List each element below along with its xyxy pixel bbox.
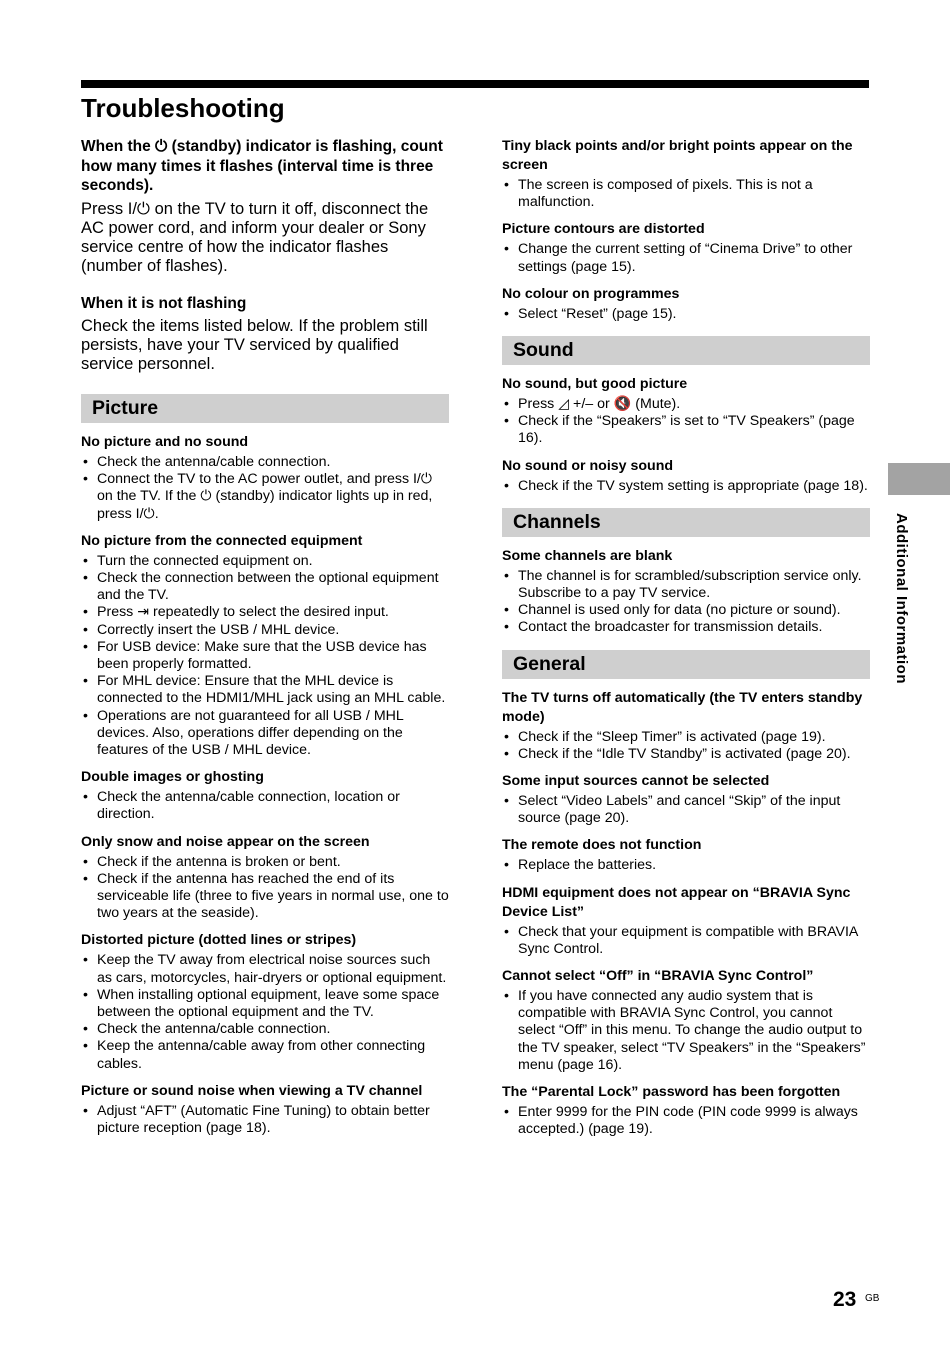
solution-item: • Channel is used only for data (no picture or sound).: [502, 602, 870, 619]
issue-heading: HDMI equipment does not appear on “BRAVIA Sync Device List”: [502, 884, 851, 920]
solution-item: • Adjust “AFT” (Automatic Fine Tuning) to obtain better picture reception (page 18).: [81, 1103, 449, 1137]
solution-item: • Operations are not guaranteed for all USB / MHL devices. Also, operations differ depending on the features of the USB / MHL device.: [81, 708, 449, 760]
solution-item: • The channel is for scrambled/subscription service only. Subscribe to a pay TV service.: [502, 568, 870, 602]
section-picture-title: Picture: [81, 394, 449, 423]
section-picture-continued: [502, 137, 870, 323]
solution-list: [502, 478, 870, 495]
not-flashing-text: Check the items listed below. If the problem still persists, have your TV serviced by qualified service personnel.: [81, 317, 428, 373]
solution-list: [502, 568, 870, 637]
issue-heading: Only snow and noise appear on the screen: [81, 833, 370, 850]
solution-item: • Check if the antenna has reached the end of its serviceable life (three to five years in normal use, one to two years at the seaside).: [81, 871, 449, 923]
solution-item: • Press ◿ +/– or 🔇 (Mute).: [502, 396, 870, 413]
issue-heading: Picture or sound noise when viewing a TV channel: [81, 1082, 423, 1099]
page-number: 23: [833, 1288, 857, 1311]
section-channels-body: [502, 547, 870, 637]
solution-list: [502, 177, 870, 211]
issue-heading: No colour on programmes: [502, 285, 680, 302]
solution-item: • Keep the antenna/cable away from other connecting cables.: [81, 1038, 449, 1072]
solution-list: [502, 729, 870, 763]
section-sound-title: Sound: [502, 336, 870, 365]
solution-list: [502, 988, 870, 1074]
side-tab-marker: [888, 463, 950, 495]
solution-list: [502, 241, 870, 275]
solution-list: [81, 454, 449, 523]
flashing-text: Press I/⏻ on the TV to turn it off, disconnect the AC power cord, and inform your dealer or Sony service centre of how the indicator flashes (number of flashes).: [81, 199, 429, 275]
issue-heading: Tiny black points and/or bright points appear on the screen: [502, 138, 853, 173]
solution-item: • The screen is composed of pixels. This is not a malfunction.: [502, 177, 870, 211]
issue-heading: No sound, but good picture: [502, 376, 688, 393]
solution-item: • For USB device: Make sure that the USB device has been properly formatted.: [81, 639, 449, 673]
solution-list: [81, 1103, 449, 1137]
not-flashing-heading: When it is not flashing: [81, 294, 247, 312]
solution-item: • Change the current setting of “Cinema Drive” to other settings (page 15).: [502, 241, 870, 275]
issue-heading: The remote does not function: [502, 837, 702, 854]
solution-item: • Contact the broadcaster for transmission details.: [502, 619, 870, 636]
issue-heading: No sound or noisy sound: [502, 457, 674, 474]
section-general-title: General: [502, 650, 870, 679]
solution-item: • Select “Video Labels” and cancel “Skip” of the input source (page 20).: [502, 793, 870, 827]
page-title: Troubleshooting: [81, 93, 285, 123]
solution-item: • Check if the TV system setting is appropriate (page 18).: [502, 478, 870, 495]
page-region-code: GB: [865, 1293, 880, 1304]
side-section-label: Additional Information: [893, 513, 910, 684]
solution-item: • When installing optional equipment, leave some space between the optional equipment and the TV.: [81, 987, 449, 1021]
section-picture-body: [81, 433, 449, 1137]
issue-heading: The “Parental Lock” password has been forgotten: [502, 1084, 841, 1101]
right-column: [502, 137, 870, 1147]
solution-list: [502, 793, 870, 827]
solution-list: [81, 952, 449, 1072]
solution-item: • Check if the antenna is broken or bent.: [81, 854, 449, 871]
section-general-body: [502, 689, 870, 1139]
issue-heading: The TV turns off automatically (the TV enters standby mode): [502, 689, 863, 725]
solution-item: • Check that your equipment is compatible with BRAVIA Sync Control.: [502, 924, 870, 958]
issue-heading: No picture from the connected equipment: [81, 532, 363, 549]
issue-heading: Some input sources cannot be selected: [502, 773, 770, 790]
solution-item: • Check if the “Sleep Timer” is activated (page 19).: [502, 729, 870, 746]
solution-item: • Select “Reset” (page 15).: [502, 306, 870, 323]
solution-list: [502, 396, 870, 448]
solution-item: • For MHL device: Ensure that the MHL device is connected to the HDMI1/MHL jack using an MHL cable.: [81, 673, 449, 707]
solution-item: • Keep the TV away from electrical noise sources such as cars, motorcycles, hair-dryers or optional equipment.: [81, 952, 449, 986]
solution-list: [81, 854, 449, 923]
solution-item: • Correctly insert the USB / MHL device.: [81, 622, 449, 639]
solution-item: • Check the connection between the optional equipment and the TV.: [81, 570, 449, 604]
solution-list: [502, 1104, 870, 1138]
top-rule: [81, 80, 869, 88]
solution-item: • Enter 9999 for the PIN code (PIN code 9999 is always accepted.) (page 19).: [502, 1104, 870, 1138]
issue-heading: Cannot select “Off” in “BRAVIA Sync Control”: [502, 968, 814, 985]
solution-list: [502, 306, 870, 323]
issue-heading: Picture contours are distorted: [502, 221, 705, 238]
solution-list: [502, 924, 870, 958]
solution-item: • Check if the “Idle TV Standby” is activated (page 20).: [502, 746, 870, 763]
issue-heading: Distorted picture (dotted lines or stripes): [81, 932, 357, 949]
flashing-heading: When the ⏻ (standby) indicator is flashing, count how many times it flashes (interval time is three seconds).: [81, 138, 443, 194]
issue-heading: No picture and no sound: [81, 434, 249, 450]
solution-list: [81, 553, 449, 759]
solution-list: [81, 789, 449, 823]
issue-heading: Some channels are blank: [502, 547, 673, 564]
solution-list: [502, 857, 870, 874]
solution-item: • Turn the connected equipment on.: [81, 553, 449, 570]
solution-item: • Press ⇥ repeatedly to select the desired input.: [81, 604, 449, 621]
solution-item: • Check the antenna/cable connection.: [81, 454, 449, 471]
solution-item: • If you have connected any audio system that is compatible with BRAVIA Sync Control, you cannot select “Off” in this menu. To change the audio output to the TV speaker, select “TV Speakers” in the “Speakers” menu (page 16).: [502, 988, 870, 1074]
solution-item: • Check the antenna/cable connection.: [81, 1021, 449, 1038]
solution-item: • Check the antenna/cable connection, location or direction.: [81, 789, 449, 823]
section-channels-title: Channels: [502, 508, 870, 537]
solution-item: • Check if the “Speakers” is set to “TV Speakers” (page 16).: [502, 413, 870, 447]
solution-item: • Replace the batteries.: [502, 857, 870, 874]
solution-item: • Connect the TV to the AC power outlet, and press I/⏻ on the TV. If the ⏻ (standby) indicator lights up in red, press I/⏻.: [81, 471, 449, 523]
section-sound-body: [502, 375, 870, 495]
issue-heading: Double images or ghosting: [81, 769, 264, 786]
left-column: [81, 137, 449, 1146]
